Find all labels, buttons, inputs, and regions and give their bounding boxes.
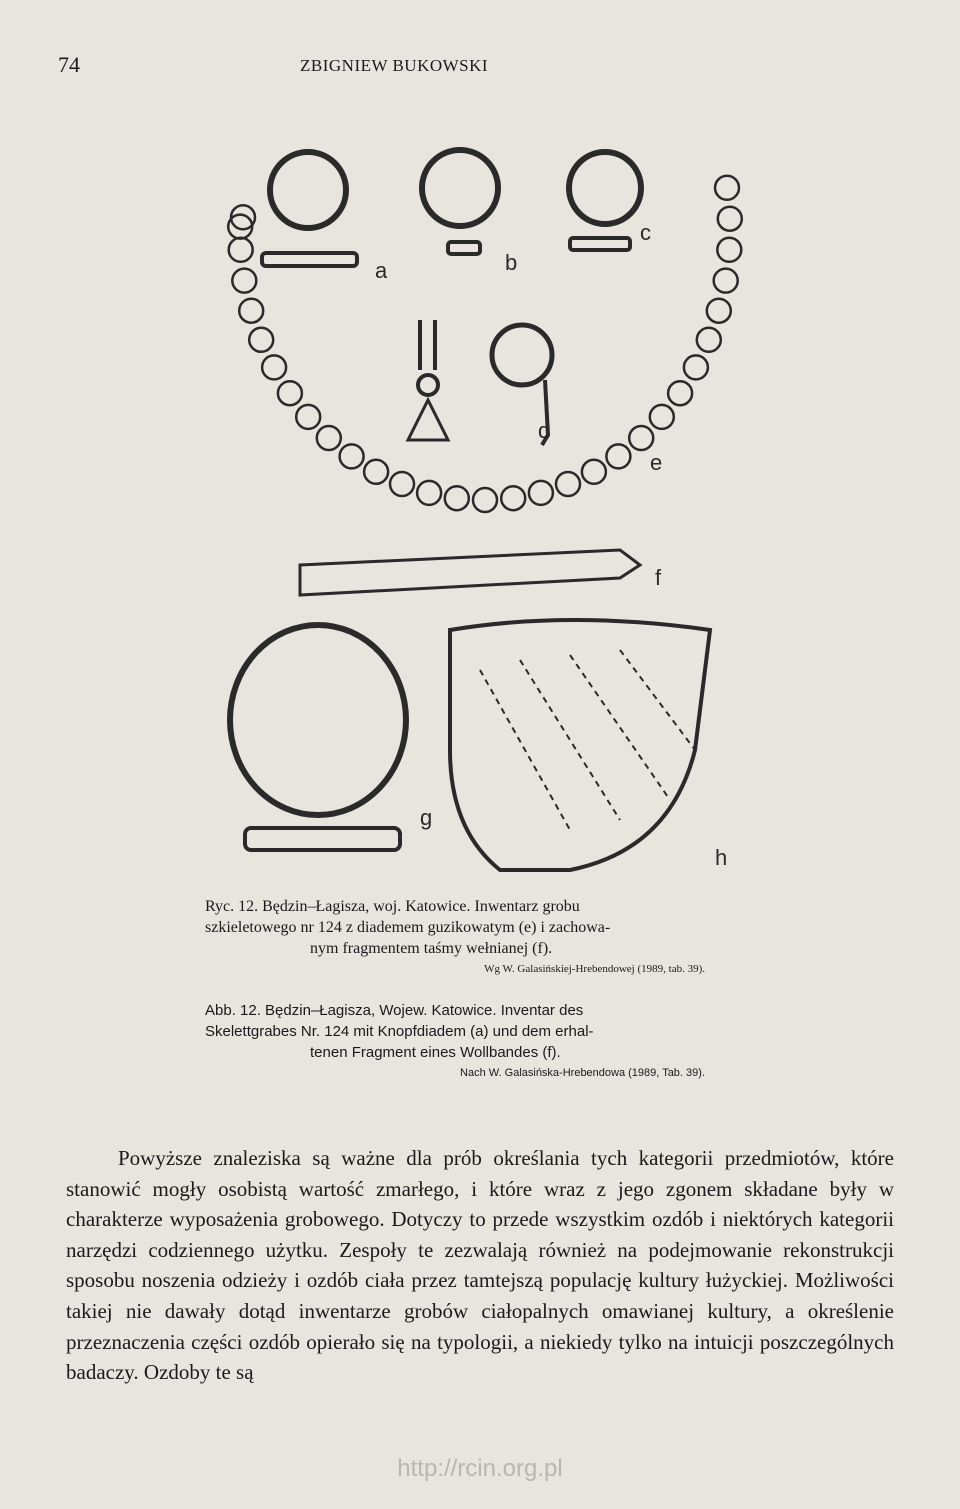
bead [239, 299, 263, 323]
figure-label-c: c [640, 220, 651, 245]
bead [529, 481, 553, 505]
bead [668, 381, 692, 405]
figure-label-g: g [420, 805, 433, 830]
bead [340, 444, 364, 468]
bead [473, 488, 497, 512]
bead [582, 460, 606, 484]
figure-label-h: h [715, 845, 728, 870]
bead [556, 472, 580, 496]
bead [629, 426, 653, 450]
bead [232, 269, 256, 293]
bead [714, 269, 738, 293]
caption-de-source: Nach W. Galasińska-Hrebendowa (1989, Tab. 39). [460, 1067, 705, 1079]
bead [718, 207, 742, 231]
bead [417, 481, 441, 505]
ring-a-drawing [270, 152, 346, 228]
caption-pl-source: Wg W. Galasińskiej-Hrebendowej (1989, tab. 39). [484, 963, 705, 975]
page-number: 74 [58, 52, 80, 77]
vessel-h-drawing [450, 620, 710, 870]
band-fragment-f-drawing [300, 550, 640, 595]
body-text [66, 1143, 894, 1388]
bead [249, 328, 273, 352]
bead [717, 238, 741, 262]
ring-b-drawing [422, 150, 498, 226]
bead [650, 405, 674, 429]
figure-caption-polish [205, 896, 765, 980]
figure-label-d: d [538, 418, 551, 443]
running-head: ZBIGNIEW BUKOWSKI [300, 56, 489, 75]
bead [684, 355, 708, 379]
bead [501, 486, 525, 510]
bead [296, 405, 320, 429]
bead [390, 472, 414, 496]
figure-label-f: f [655, 565, 662, 590]
figure-caption-german [205, 1000, 765, 1084]
bead [229, 238, 253, 262]
watermark-url: http://rcin.org.pl [397, 1455, 563, 1482]
figure-label-a: a [375, 258, 388, 283]
bead [606, 444, 630, 468]
ring-c-drawing [569, 152, 641, 224]
caption-pl-line-2: szkieletowego nr 124 z diademem guzikowatym (e) i zachowa- [205, 919, 611, 936]
caption-pl-line-3: nym fragmentem taśmy wełnianej (f). [310, 940, 553, 957]
bead [317, 426, 341, 450]
bead [262, 355, 286, 379]
pendant-drawing [408, 320, 448, 440]
caption-de-line-3: tenen Fragment eines Wollbandes (f). [310, 1044, 561, 1061]
bead [445, 486, 469, 510]
caption-de-line-2: Skelettgrabes Nr. 124 mit Knopfdiadem (a) und dem erhal- [205, 1023, 594, 1040]
bead [697, 328, 721, 352]
caption-de-line-1: Abb. 12. Będzin–Łagisza, Wojew. Katowice. Inventar des [205, 1002, 584, 1019]
bead [364, 460, 388, 484]
bracelet-g-drawing [230, 625, 406, 815]
figure-label-e: e [650, 450, 663, 475]
bead [278, 381, 302, 405]
caption-pl-line-1: Ryc. 12. Będzin–Łagisza, woj. Katowice. Inwentarz grobu [205, 898, 580, 915]
bead [707, 299, 731, 323]
body-paragraph: Powyższe znaleziska są ważne dla prób określania tych kategorii przedmiotów, które stanowić mogły osobistą wartość zmarłego, i które wraz z jego zgonem składane były w charakterze wyposażenia grobowego. Dotyczy to przede wszystkim ozdób i niektórych kategorii narzędzi codziennego użytku. Zespoły te zezwalają również na podejmowanie rekonstrukcji sposobu noszenia odzieży i ozdób ciała przez tamtejszą populację kultury łużyckiej. Możliwości takiej nie dawały dotąd inwentarze grobów ciałopalnych omawianej kultury, a określenie przeznaczenia części ozdób opierało się na typologii, a niekiedy tylko na intuicji poszczególnych badaczy. Ozdoby te są [66, 1146, 894, 1385]
bead [715, 176, 739, 200]
figure-label-b: b [505, 250, 518, 275]
archaeological-figure [150, 110, 830, 890]
